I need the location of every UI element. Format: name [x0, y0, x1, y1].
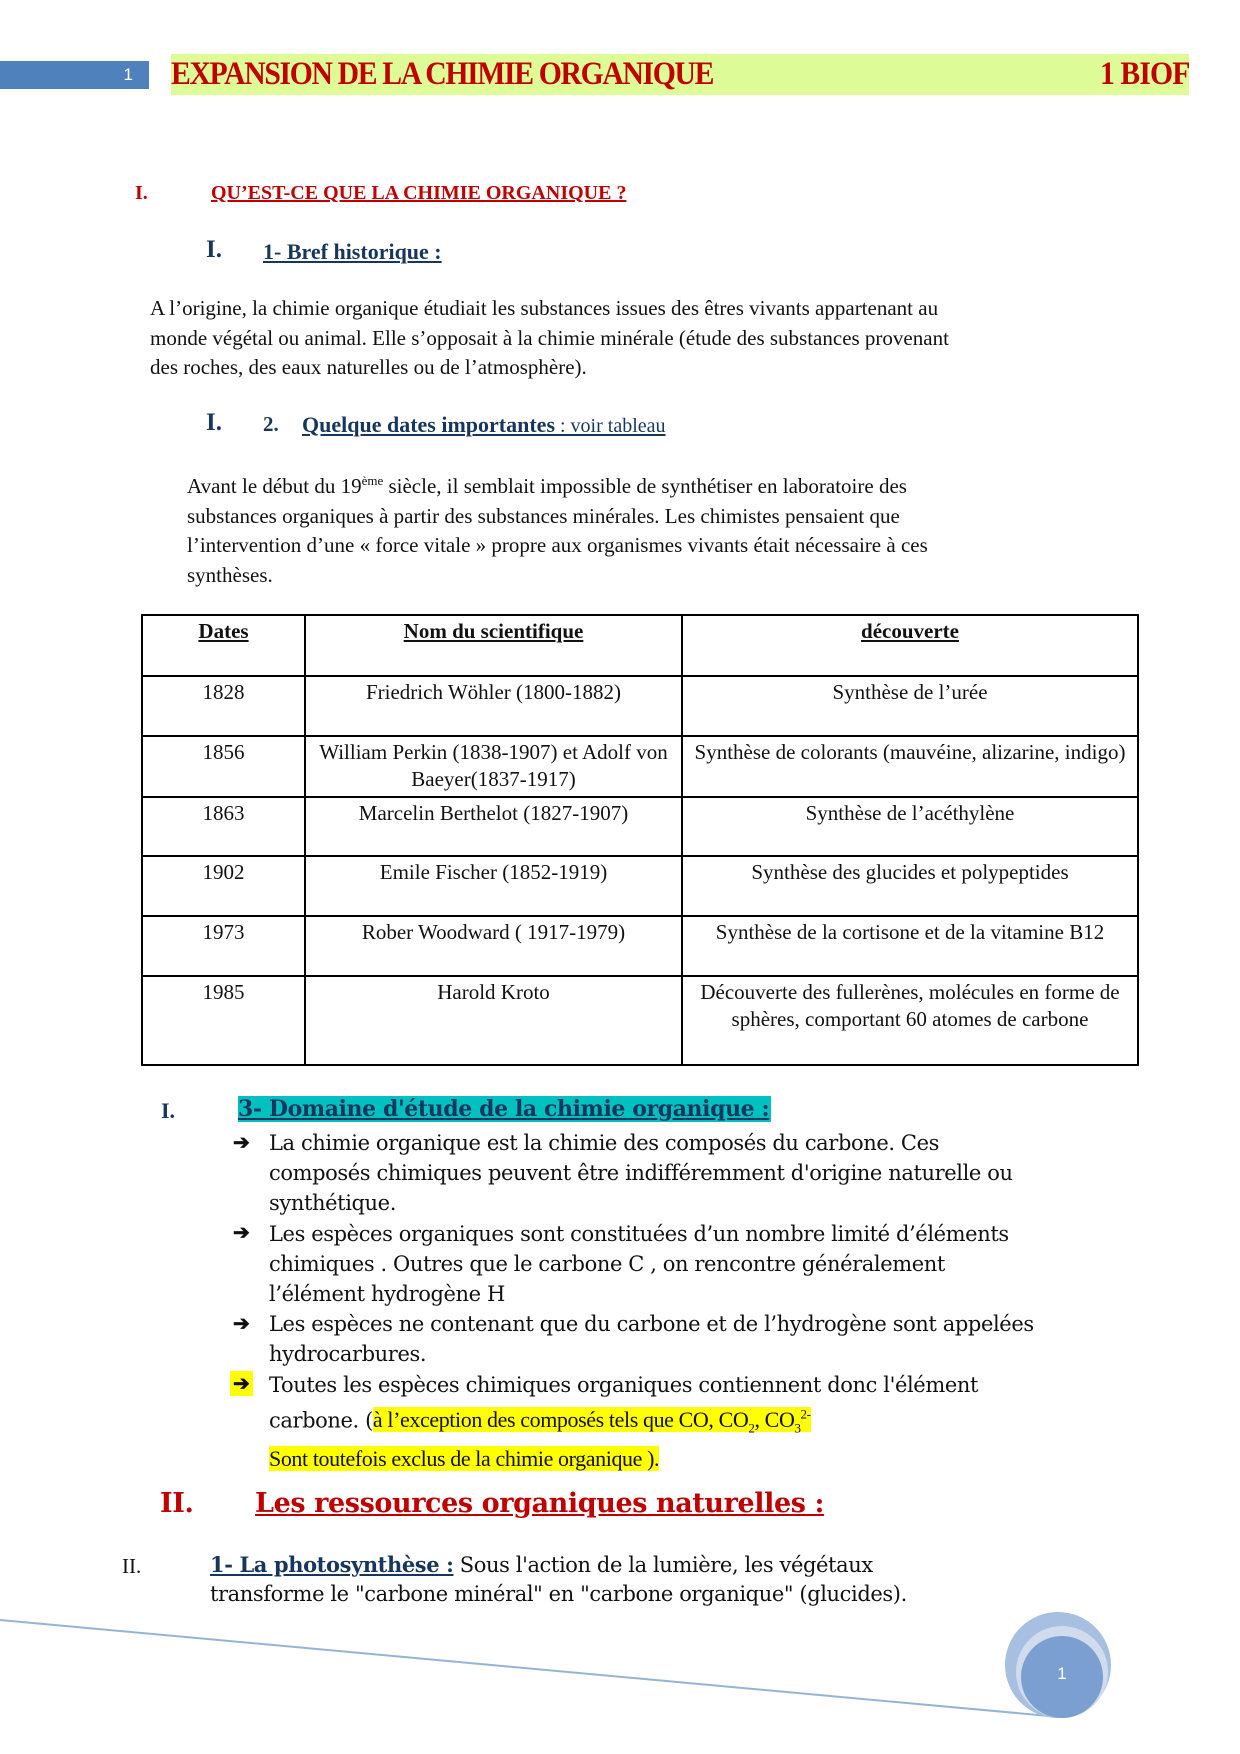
cell: 1856: [142, 736, 305, 797]
subsection-title: 3- Domaine d'étude de la chimie organique :: [238, 1096, 770, 1122]
header-page-number: 1: [0, 61, 149, 89]
subsection-number: 2.: [263, 412, 279, 436]
text: Sous l'action de la lumière, les végétaux: [453, 1553, 873, 1577]
arrow-right-icon: ➔: [230, 1371, 253, 1396]
highlight-text: Sont toutefois exclus de la chimie organique ).: [269, 1445, 660, 1471]
bullet-line: Les espèces ne contenant que du carbone et de l’hydrogène sont appelées: [269, 1312, 1034, 1337]
cell: 1902: [142, 856, 305, 916]
cell: Marcelin Berthelot (1827-1907): [305, 797, 682, 856]
paragraph-line: A l’origine, la chimie organique étudiait les substances issues des êtres vivants appartenant au: [150, 296, 939, 320]
cell: Emile Fischer (1852-1919): [305, 856, 682, 916]
subsection-numeral: I.: [206, 236, 222, 263]
paragraph-line: synthèses.: [187, 562, 273, 587]
bullet-line: Les espèces organiques sont constituées d’un nombre limité d’éléments: [269, 1221, 1009, 1246]
cell: 1985: [142, 976, 305, 1065]
header-discovery: découverte: [682, 615, 1138, 676]
subsection-numeral: I.: [206, 409, 222, 436]
section-numeral: II.: [160, 1488, 194, 1519]
bullet-line: l’élément hydrogène H: [269, 1282, 505, 1307]
paragraph-line: l’intervention d’une « force vitale » propre aux organismes vivants était nécessaire à ces: [187, 533, 928, 557]
section-title: Les ressources organiques naturelles :: [255, 1488, 825, 1519]
cell: Synthèse de l’urée: [682, 676, 1138, 736]
subsection-suffix: : voir tableau: [555, 415, 666, 437]
paragraph-line: substances organiques à partir des substances minérales. Les chimistes pensaient que: [187, 503, 900, 528]
header-scientist: Nom du scientifique: [305, 615, 682, 676]
text: siècle, il semblait impossible de synthétiser en laboratoire des: [383, 474, 907, 498]
cell: Rober Woodward ( 1917-1979): [305, 916, 682, 976]
subsection-numeral: II.: [122, 1554, 142, 1578]
cell: 1828: [142, 676, 305, 736]
paragraph-line: des roches, des eaux naturelles ou de l’atmosphère).: [150, 355, 587, 379]
level-label: 1 BIOF: [1099, 56, 1189, 92]
cell: William Perkin (1838-1907) et Adolf von Baeyer(1837-1917): [305, 736, 682, 797]
superscript: ème: [361, 473, 384, 488]
text: transforme le "carbone minéral" en "carbone organique" (glucides).: [210, 1582, 907, 1606]
paragraph-line: monde végétal ou animal. Elle s’opposait à la chimie minérale (étude des substances provenant: [150, 325, 949, 350]
subscript: 2: [748, 1420, 755, 1436]
cell: Synthèse de la cortisone et de la vitamine B12: [682, 916, 1138, 976]
cell: 1863: [142, 797, 305, 856]
highlight-text: , CO: [754, 1407, 795, 1433]
cell: Découverte des fullerènes, molécules en forme de sphères, comportant 60 atomes de carbone: [682, 976, 1138, 1065]
bullet-line: chimiques . Outres que le carbone C , on rencontre généralement: [269, 1251, 945, 1276]
cell: Harold Kroto: [305, 976, 682, 1065]
subscript: 3: [794, 1420, 801, 1436]
subsection-title: 1- La photosynthèse :: [210, 1552, 454, 1577]
arrow-right-icon: ➔: [233, 1222, 250, 1244]
text: Avant le début du 19: [187, 474, 362, 498]
cell: 1973: [142, 916, 305, 976]
subsection-title: 1- Bref historique :: [263, 239, 442, 264]
cell: Synthèse de l’acéthylène: [682, 797, 1138, 856]
bullet-line: Toutes les espèces chimiques organiques contiennent donc l'élément: [269, 1372, 979, 1397]
section-numeral: I.: [135, 182, 148, 204]
highlight-text: à l’exception des composés tels que CO, CO: [372, 1407, 749, 1433]
bullet-line: synthétique.: [269, 1191, 396, 1216]
superscript: 2-: [800, 1406, 811, 1422]
text: carbone. (: [269, 1408, 373, 1433]
bullet-line: composés chimiques peuvent être indifféremment d'origine naturelle ou: [269, 1161, 1013, 1186]
subsection-title: Quelque dates importantes: [302, 412, 555, 437]
footer-line: [0, 1620, 1060, 1717]
bullet-line: hydrocarbures.: [269, 1342, 427, 1367]
subsection-numeral: I.: [161, 1098, 176, 1123]
arrow-right-icon: ➔: [233, 1313, 250, 1335]
bullet-line: La chimie organique est la chimie des composés du carbone. Ces: [269, 1131, 940, 1155]
cell: Synthèse des glucides et polypeptides: [682, 856, 1138, 916]
arrow-right-icon: ➔: [233, 1132, 250, 1154]
footer-page-number: 1: [1057, 1664, 1067, 1683]
document-title: EXPANSION DE LA CHIMIE ORGANIQUE: [171, 56, 714, 92]
cell: Friedrich Wöhler (1800-1882): [305, 676, 682, 736]
section-title: QU’EST-CE QUE LA CHIMIE ORGANIQUE ?: [211, 182, 627, 204]
header-dates: Dates: [142, 615, 305, 676]
cell: Synthèse de colorants (mauvéine, alizarine, indigo): [682, 736, 1138, 797]
